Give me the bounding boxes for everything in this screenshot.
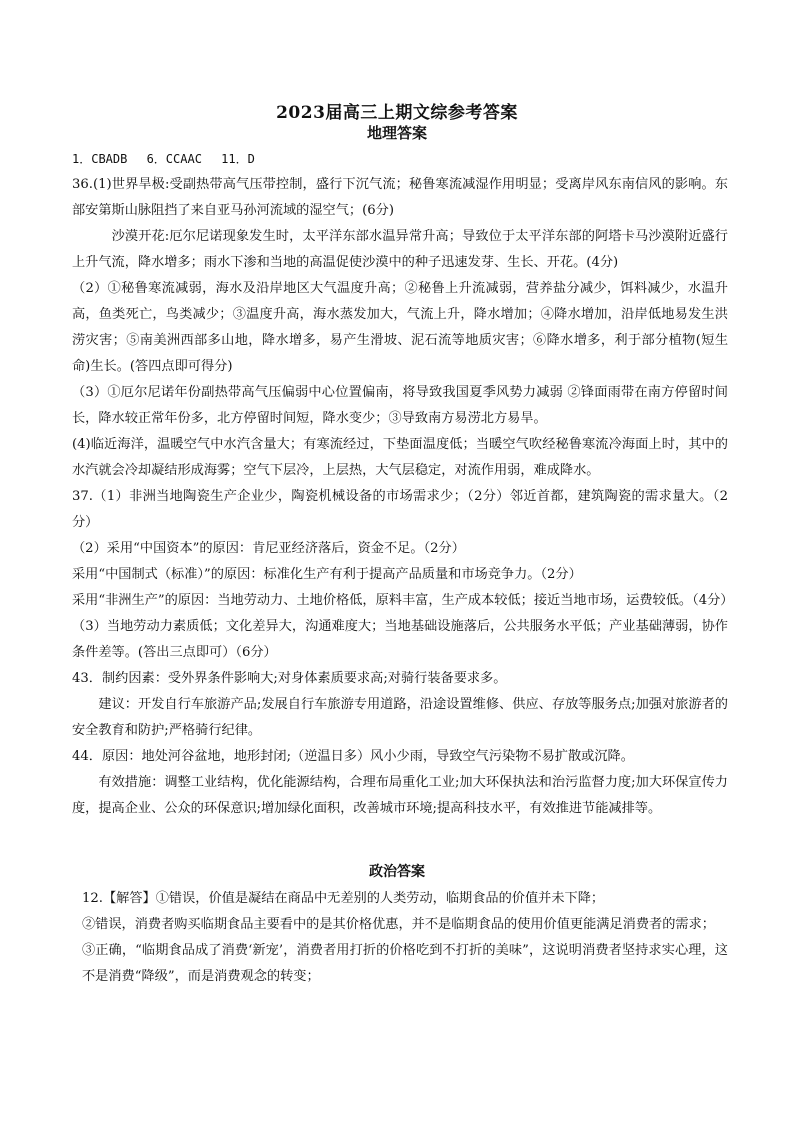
q12-analysis-1: 12.【解答】①错误，价值是凝结在商品中无差别的人类劳动，临期食品的价值并未下降；: [82, 891, 605, 906]
geography-heading: 地理答案: [366, 124, 427, 142]
q36-part1: 36.(1)世界旱极:受副热带高气压带控制，盛行下沉气流；秘鲁寒流减湿作用明显；受离岸风东南信风的影响。东部安第斯山脉阻挡了来自亚马孙河流域的湿空气；(6分): [72, 177, 728, 218]
q12-analysis-2: ②错误，消费者购买临期食品主要看中的是其价格优惠，并不是临期食品的使用价值更能满足消费者的需求；: [82, 917, 715, 932]
q37-part2-production: 采用“非洲生产”的原因：当地劳动力、土地价格低，原料丰富，生产成本较低；接近当地市场，运费较低。（4分）: [72, 593, 734, 608]
q43-suggestions: 建议：开发自行车旅游产品;发展自行车旅游专用道路，沿途设置维修、供应、存放等服务点;加强对旅游者的安全教育和防护;严格骑行纪律。: [72, 697, 728, 738]
q37-part3: （3）当地劳动力素质低；文化差异大，沟通难度大；当地基础设施落后，公共服务水平低；产业基础薄弱，协作条件差等。(答出三点即可）（6分）: [72, 619, 728, 660]
q12-analysis-3: ③正确，“临期食品成了消费‘新宠’，消费者用打折的价格吃到不打折的美味”，这说明消费者坚持求实心理，这不是消费“降级”，而是消费观念的转变；: [82, 943, 728, 984]
q44-measures: 有效措施：调整工业结构，优化能源结构，合理布局重化工业;加大环保执法和治污监督力度;加大环保宣传力度，提高企业、公众的环保意识;增加绿化面积，改善城市环境;提高科技水平，有效推进节能减排等。: [72, 775, 728, 816]
q37-part1: 37.（1）非洲当地陶瓷生产企业少，陶瓷机械设备的市场需求少；（2分）邻近首都，建筑陶瓷的需求量大。（2分）: [72, 489, 728, 530]
q44-reasons: 44．原因：地处河谷盆地，地形封闭;（逆温日多）风小少雨，导致空气污染物不易扩散或沉降。: [72, 749, 634, 764]
q37-part2-standard: 采用“中国制式（标准）”的原因：标准化生产有利于提高产品质量和市场竞争力。（2分）: [72, 567, 582, 582]
q36-part2: （2）①秘鲁寒流减弱，海水及沿岸地区大气温度升高；②秘鲁上升流减弱，营养盐分减少，饵料减少，水温升高，鱼类死亡，鸟类减少；③温度升高，海水蒸发加大，气流上升，降水增加；④降水增加，沿岸低地易发生洪涝灾害；⑤南美洲西部多山地，降水增多，易产生滑坡、泥石流等地质灾害；⑥降水增多，利于部分植物(短生命)生长。(答四点即可得分): [72, 281, 728, 374]
politics-heading: 政治答案: [369, 864, 425, 880]
q36-part4: (4)临近海洋，温暖空气中水汽含量大；有寒流经过，下垫面温度低；当暖空气吹经秘鲁寒流冷海面上时，其中的水汽就会冷却凝结形成海雾；空气下层冷，上层热，大气层稳定，对流作用弱，难成降水。: [72, 437, 728, 478]
q43-factors: 43．制约因素：受外界条件影响大;对身体素质要求高;对骑行装备要求多。: [72, 671, 507, 686]
mcq-answers: 1．CBADB 6．CCAAC 11．D: [72, 152, 255, 166]
q36-part1-flower: 沙漠开花:厄尔尼诺现象发生时，太平洋东部水温异常升高；导致位于太平洋东部的阿塔卡马沙漠附近盛行上升气流，降水增多；雨水下渗和当地的高温促使沙漠中的种子迅速发芽、生长、开花。(4分): [72, 229, 728, 270]
page-title: 2023届高三上期文综参考答案: [276, 103, 518, 123]
q36-part3: （3）①厄尔尼诺年份副热带高气压偏弱中心位置偏南，将导致我国夏季风势力减弱 ②锋面雨带在南方停留时间长，降水较正常年份多，北方停留时间短，降水变少；③导致南方易涝北方易旱。: [72, 385, 728, 426]
q37-part2: （2）采用“中国资本”的原因：肯尼亚经济落后，资金不足。（2分）: [72, 541, 465, 556]
geography-answers: [72, 146, 734, 822]
politics-answers: [82, 886, 728, 990]
